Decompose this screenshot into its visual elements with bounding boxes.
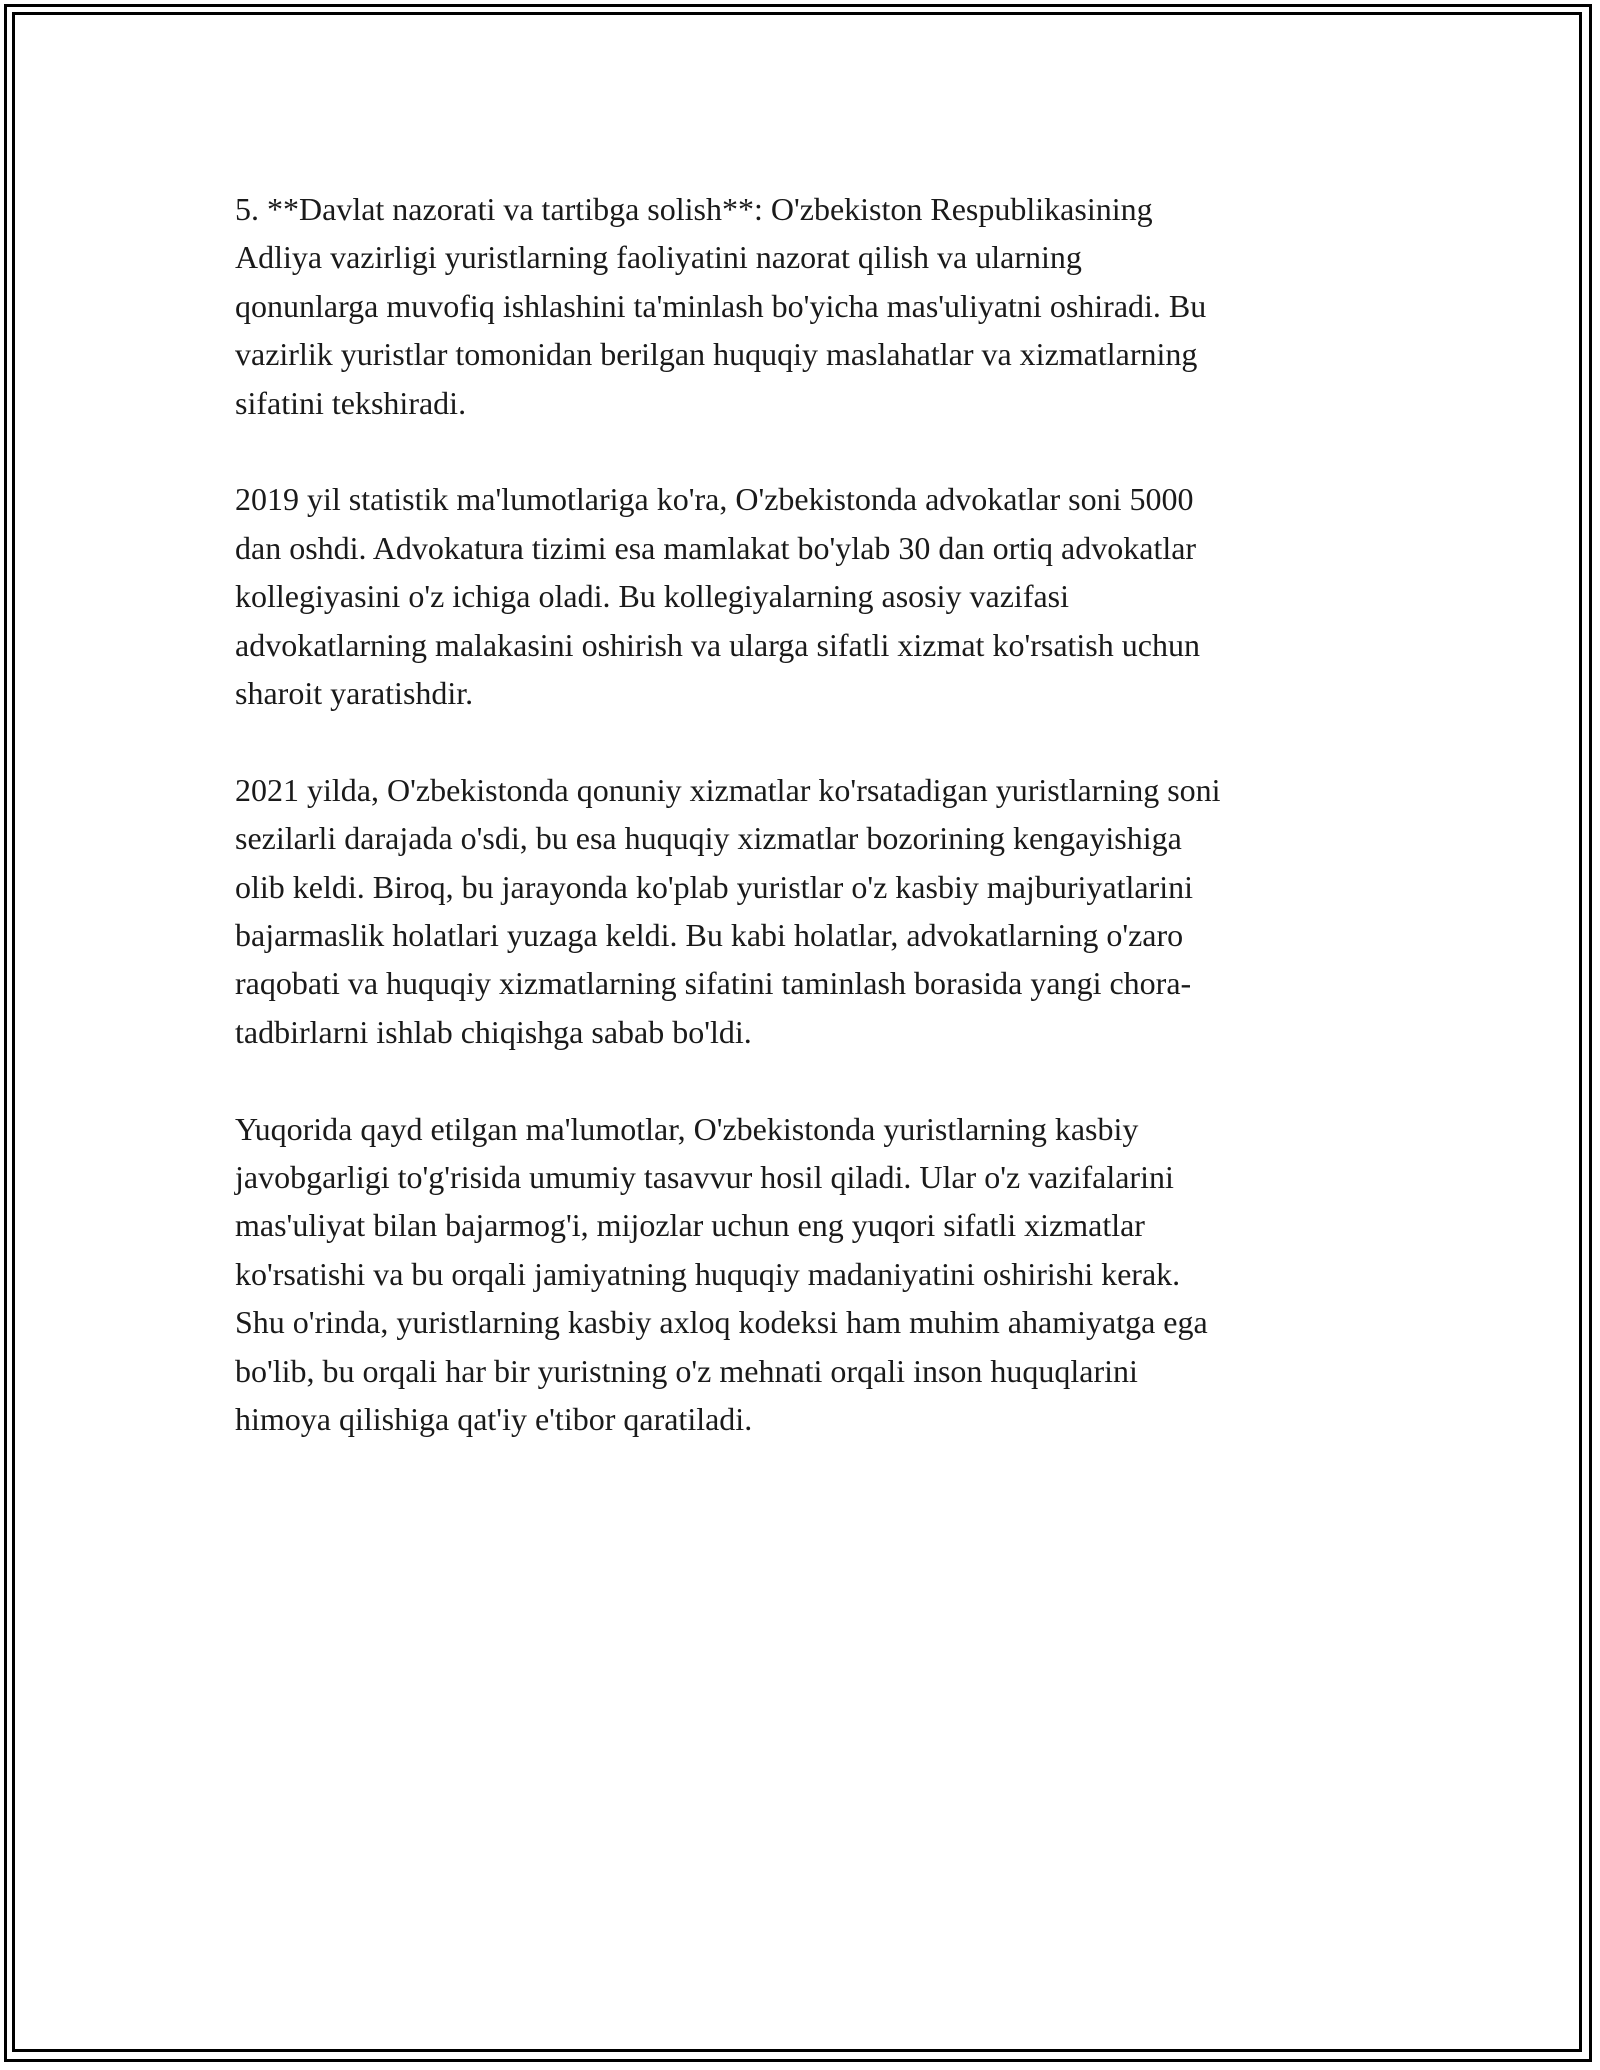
text-line: olib keldi. Biroq, bu jarayonda ko'plab yuristlar o'z kasbiy majburiyatlarini xyxy=(235,868,1193,905)
text-line: vazirlik yuristlar tomonidan berilgan huquqiy maslahatlar va xizmatlarning xyxy=(235,336,1198,373)
text-line: tadbirlarni ishlab chiqishga sabab bo'ldi. xyxy=(235,1013,752,1050)
text-line: himoya qilishiga qat'iy e'tibor qaratiladi. xyxy=(235,1401,753,1438)
text-line: sifatini tekshiradi. xyxy=(235,384,467,421)
paragraph-state-regulation xyxy=(235,185,1375,427)
text-line: ko'rsatishi va bu orqali jamiyatning huquqiy madaniyatini oshirishi kerak. xyxy=(235,1255,1181,1292)
paragraph-conclusion xyxy=(235,1105,1375,1444)
paragraph-2021-growth xyxy=(235,766,1375,1056)
document-body xyxy=(235,185,1375,1444)
text-line: Adliya vazirligi yuristlarning faoliyatini nazorat qilish va ularning xyxy=(235,239,1082,276)
paragraph-2019-statistics xyxy=(235,475,1375,717)
text-line: 2021 yilda, O'zbekistonda qonuniy xizmatlar ko'rsatadigan yuristlarning soni xyxy=(235,771,1221,808)
text-line: kollegiyasini o'z ichiga oladi. Bu kollegiyalarning asosiy vazifasi xyxy=(235,578,1070,615)
text-line: sharoit yaratishdir. xyxy=(235,675,474,712)
text-line: javobgarligi to'g'risida umumiy tasavvur hosil qiladi. Ular o'z vazifalarini xyxy=(235,1159,1174,1196)
text-line: bajarmaslik holatlari yuzaga keldi. Bu kabi holatlar, advokatlarning o'zaro xyxy=(235,917,1184,954)
text-line: sezilarli darajada o'sdi, bu esa huquqiy xizmatlar bozorining kengayishiga xyxy=(235,820,1182,857)
text-line: dan oshdi. Advokatura tizimi esa mamlakat bo'ylab 30 dan ortiq advokatlar xyxy=(235,529,1197,566)
text-line: raqobati va huquqiy xizmatlarning sifatini taminlash borasida yangi chora- xyxy=(235,965,1192,1002)
text-line: bo'lib, bu orqali har bir yuristning o'z mehnati orqali inson huquqlarini xyxy=(235,1352,1138,1389)
text-line: 5. **Davlat nazorati va tartibga solish**: O'zbekiston Respublikasining xyxy=(235,191,1153,227)
text-line: mas'uliyat bilan bajarmog'i, mijozlar uchun eng yuqori sifatli xizmatlar xyxy=(235,1207,1145,1244)
text-line: qonunlarga muvofiq ishlashini ta'minlash bo'yicha mas'uliyatni oshiradi. Bu xyxy=(235,287,1207,324)
text-line: Yuqorida qayd etilgan ma'lumotlar, O'zbekistonda yuristlarning kasbiy xyxy=(235,1110,1139,1147)
text-line: advokatlarning malakasini oshirish va ularga sifatli xizmat ko'rsatish uchun xyxy=(235,626,1200,663)
text-line: 2019 yil statistik ma'lumotlariga ko'ra, O'zbekistonda advokatlar soni 5000 xyxy=(235,481,1194,518)
text-line: Shu o'rinda, yuristlarning kasbiy axloq kodeksi ham muhim ahamiyatga ega xyxy=(235,1304,1208,1341)
